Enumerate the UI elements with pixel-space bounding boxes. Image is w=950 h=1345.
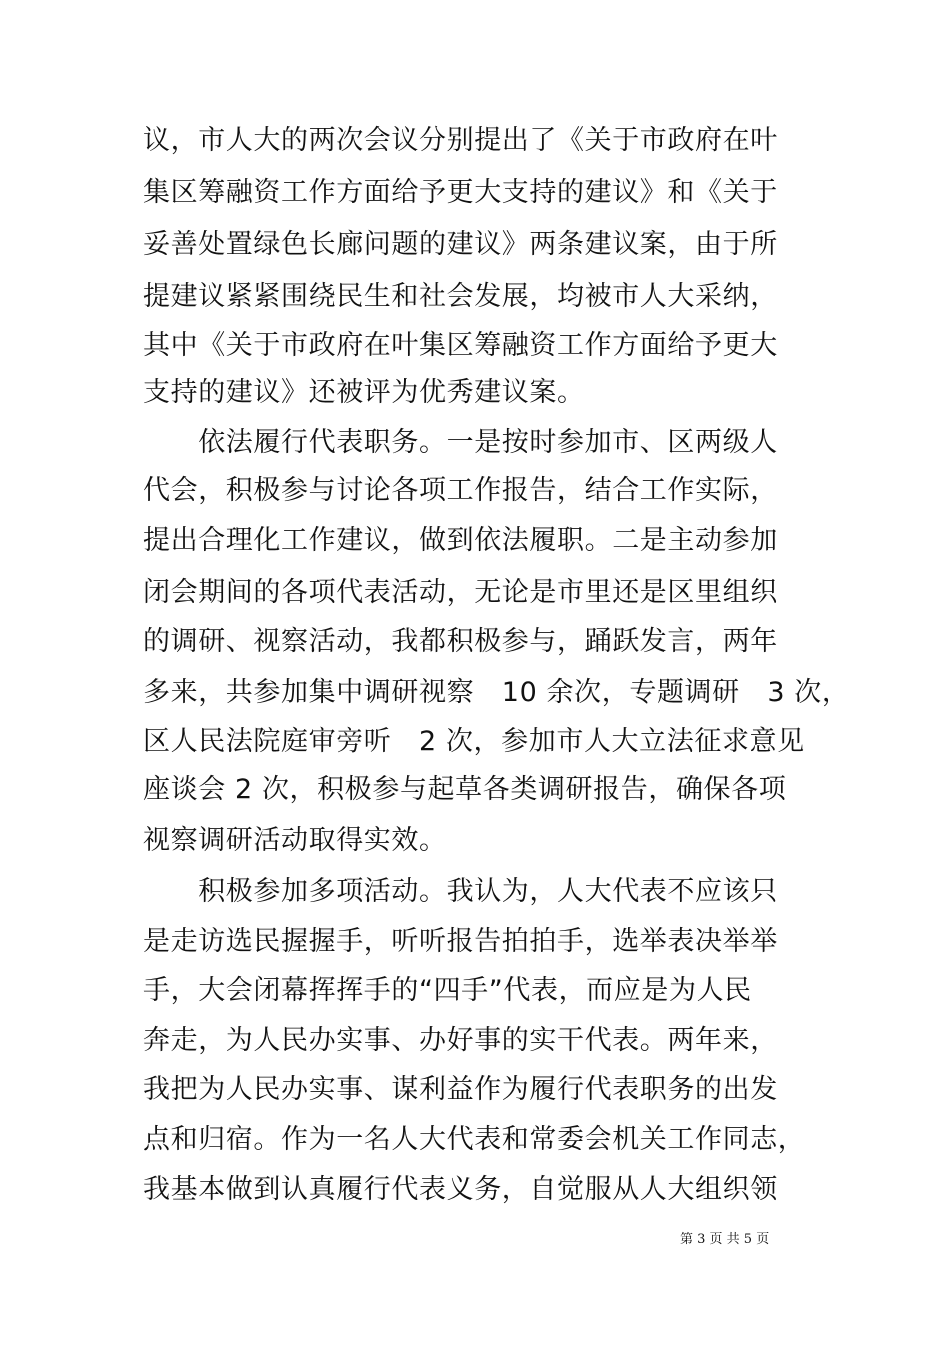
text-line: 代会，积极参与讨论各项工作报告，结合工作实际， — [143, 475, 778, 506]
text-line: 手，大会闭幕挥挥手的“四手”代表，而应是为人民 — [143, 975, 752, 1006]
text-line: 的调研、视察活动，我都积极参与，踊跃发言，两年 — [143, 626, 778, 657]
text-line: 提建议紧紧围绕民生和社会发展，均被市人大采纳， — [143, 281, 778, 312]
text-line: 议，市人大的两次会议分别提出了《关于市政府在叶 — [143, 125, 778, 156]
text-line: 点和归宿。作为一名人大代表和常委会机关工作同志， — [143, 1124, 806, 1155]
text-line: 闭会期间的各项代表活动，无论是市里还是区里组织 — [143, 577, 778, 608]
text-line: 依法履行代表职务。一是按时参加市、区两级人 — [143, 427, 778, 458]
text-line: 我把为人民办实事、谋利益作为履行代表职务的出发 — [143, 1074, 778, 1105]
text-line: 其中《关于市政府在叶集区筹融资工作方面给予更大 — [143, 330, 778, 361]
text-line: 视察调研活动取得实效。 — [143, 825, 447, 856]
text-line: 多来，共参加集中调研视察 10 余次，专题调研 3 次， — [143, 677, 850, 708]
text-line: 奔走，为人民办实事、办好事的实干代表。两年来， — [143, 1025, 778, 1056]
text-line: 支持的建议》还被评为优秀建议案。 — [143, 377, 585, 408]
text-line: 提出合理化工作建议，做到依法履职。二是主动参加 — [143, 525, 778, 556]
text-line: 集区筹融资工作方面给予更大支持的建议》和《关于 — [143, 177, 778, 208]
page-number-footer: 第 3 页 共 5 页 — [680, 1232, 770, 1247]
text-line: 我基本做到认真履行代表义务，自觉服从人大组织领 — [143, 1174, 778, 1205]
text-line: 是走访选民握握手，听听报告拍拍手，选举表决举举 — [143, 926, 778, 957]
text-line: 区人民法院庭审旁听 2 次，参加市人大立法征求意见 — [143, 726, 805, 757]
text-line: 妥善处置绿色长廊问题的建议》两条建议案，由于所 — [143, 229, 778, 260]
text-line: 积极参加多项活动。我认为，人大代表不应该只 — [143, 876, 778, 907]
text-line: 座谈会 2 次，积极参与起草各类调研报告，确保各项 — [143, 774, 787, 805]
